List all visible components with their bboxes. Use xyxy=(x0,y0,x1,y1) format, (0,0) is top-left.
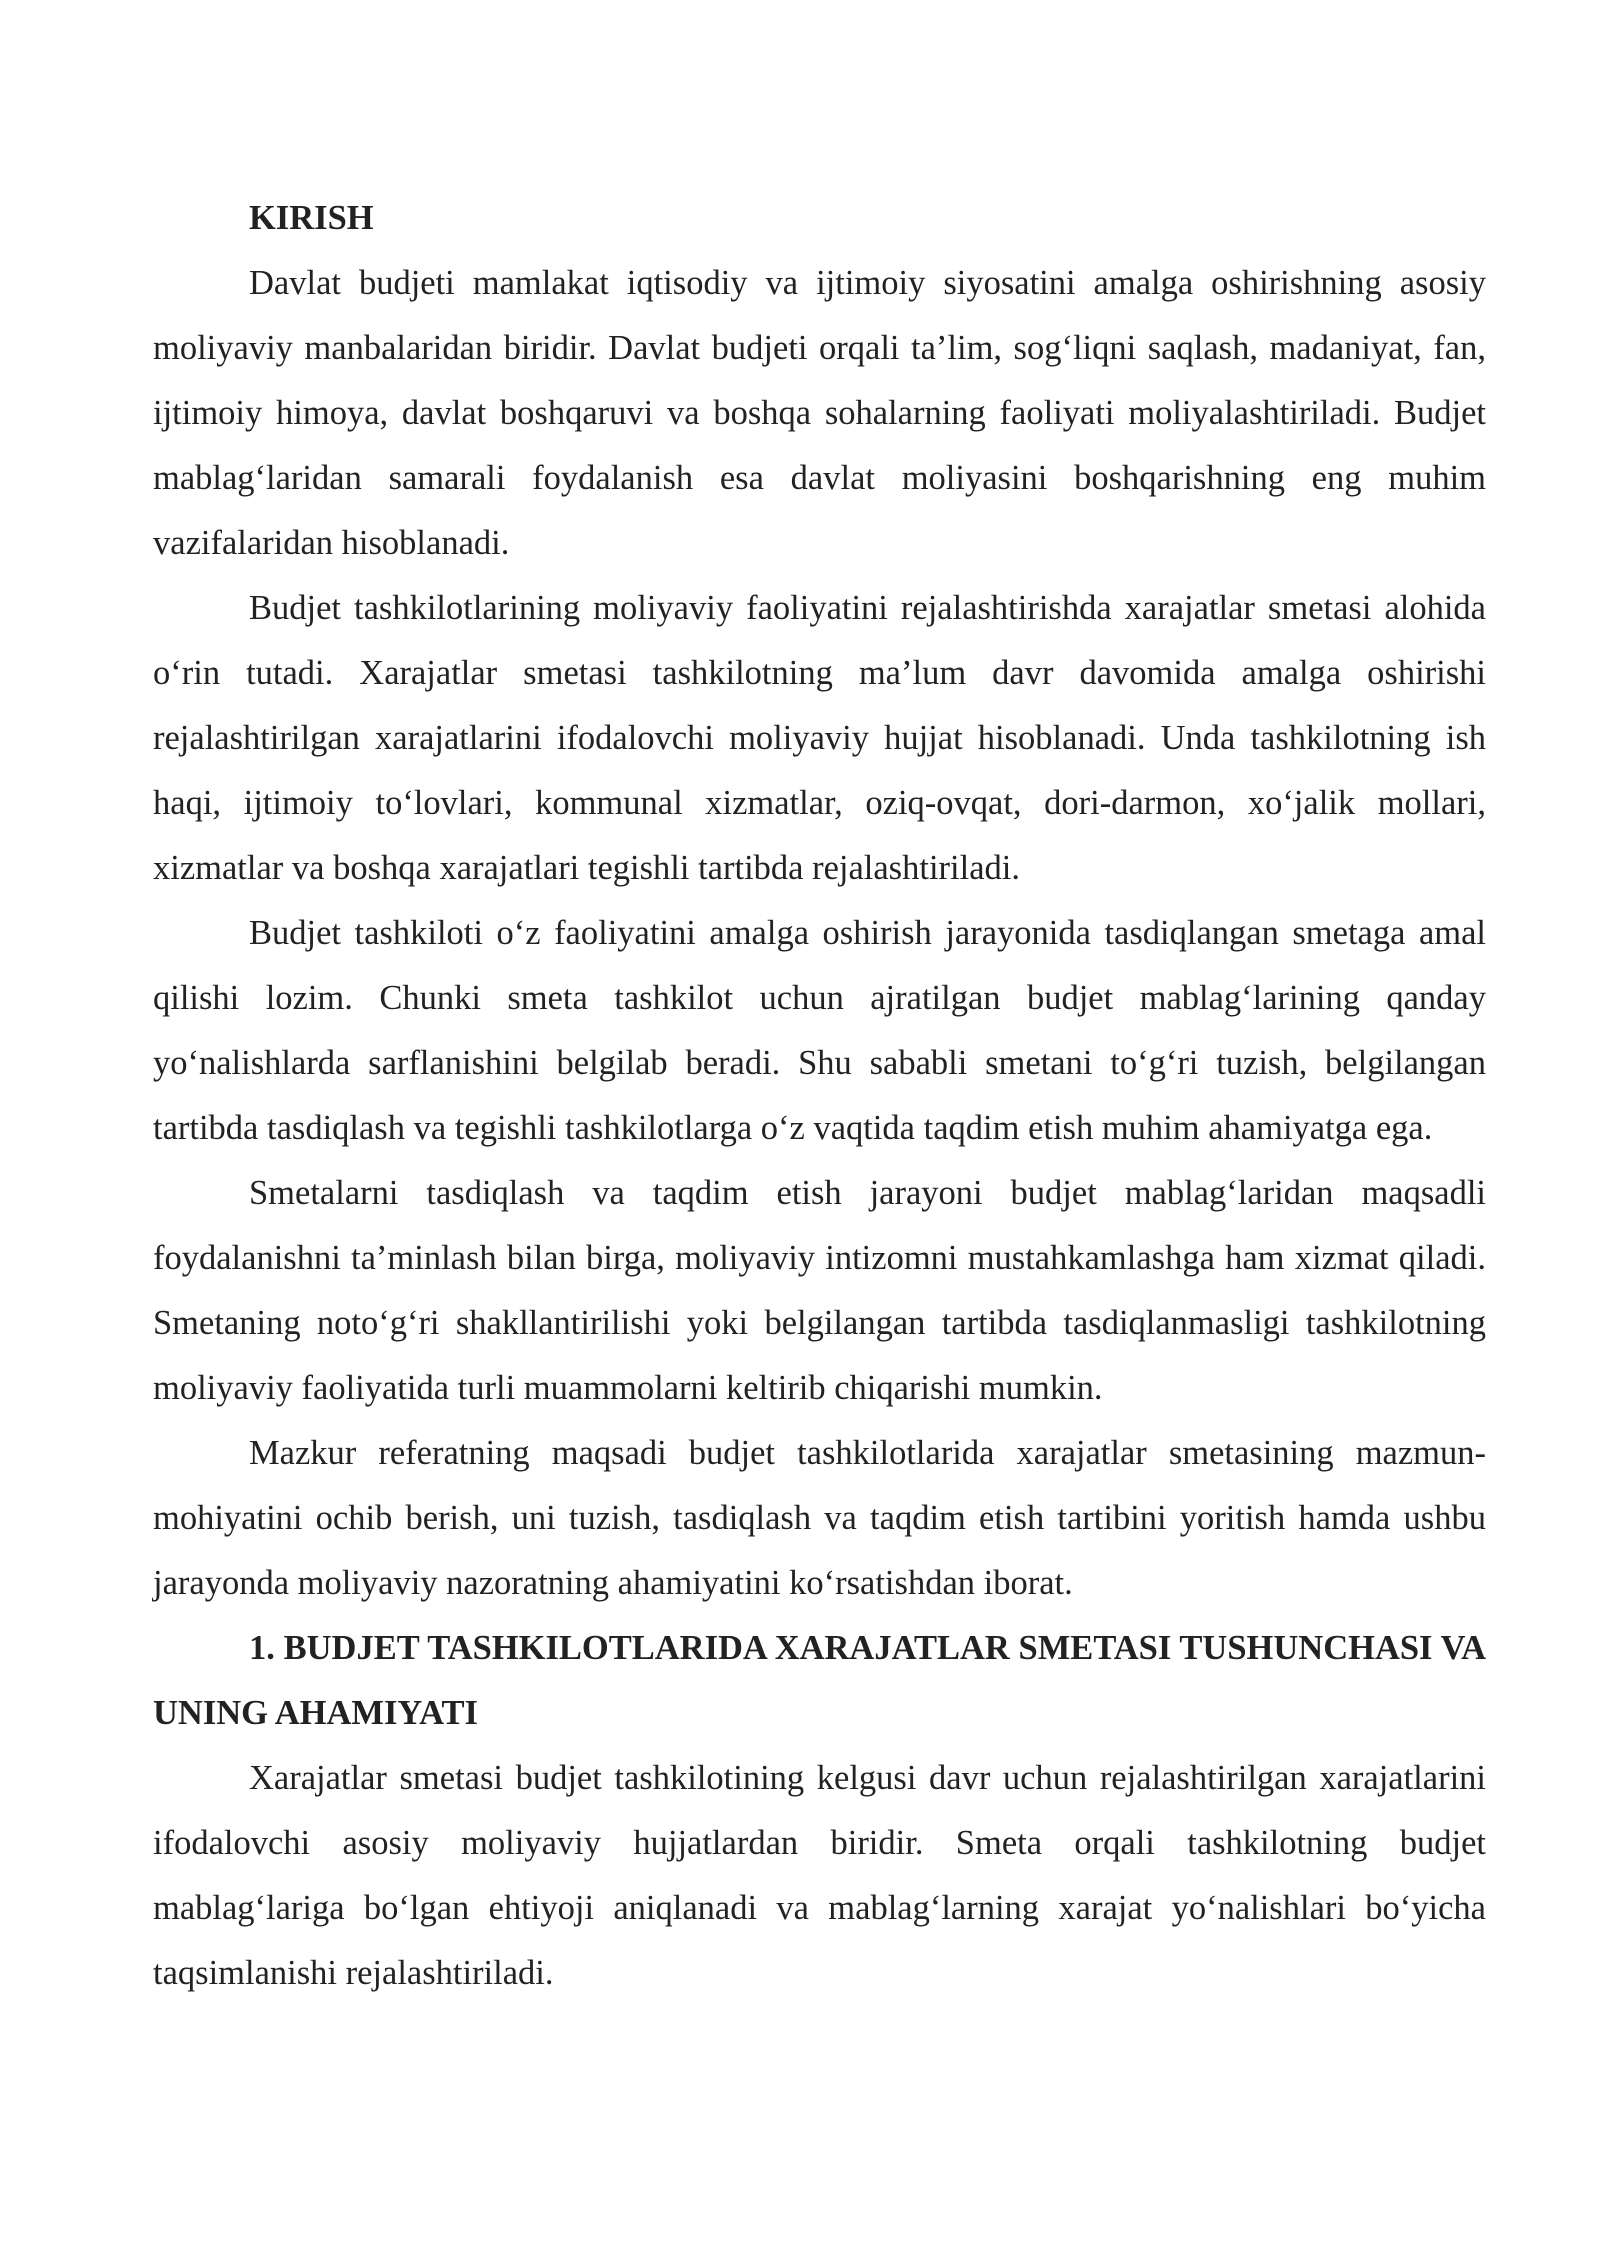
intro-paragraph-2: Budjet tashkilotlarining moliyaviy faoliyatini rejalashtirishda xarajatlar smetasi alohida o‘rin tutadi. Xarajatlar smetasi tashkilotning ma’lum davr davomida amalga oshirishi rejalashtirilgan xarajatlarini ifodalovchi moliyaviy hujjat hisoblanadi. Unda tashkilotning ish haqi, ijtimoiy to‘lovlari, kommunal xizmatlar, oziq-ovqat, dori-darmon, xo‘jalik mollari, xizmatlar va boshqa xarajatlari tegishli tartibda rejalashtiriladi. xyxy=(153,589,1486,887)
intro-paragraph-5: Mazkur referatning maqsadi budjet tashkilotlarida xarajatlar smetasining mazmun-mohiyatini ochib berish, uni tuzish, tasdiqlash va taqdim etish tartibini yoritish hamda ushbu jarayonda moliyaviy nazoratning ahamiyatini ko‘rsatishdan iborat. xyxy=(153,1434,1486,1602)
intro-paragraph-3: Budjet tashkiloti o‘z faoliyatini amalga oshirish jarayonida tasdiqlangan smetaga amal qilishi lozim. Chunki smeta tashkilot uchun ajratilgan budjet mablag‘larining qanday yo‘nalishlarda sarflanishini belgilab beradi. Shu sababli smetani to‘g‘ri tuzish, belgilangan tartibda tasdiqlash va tegishli tashkilotlarga o‘z vaqtida taqdim etish muhim ahamiyatga ega. xyxy=(153,914,1486,1147)
section-1-heading: 1. BUDJET TASHKILOTLARIDA XARAJATLAR SMETASI TUSHUNCHASI VA UNING AHAMIYATI xyxy=(153,1629,1486,1732)
document-page xyxy=(153,186,1486,2006)
intro-paragraph-1: Davlat budjeti mamlakat iqtisodiy va ijtimoiy siyosatini amalga oshirishning asosiy moliyaviy manbalaridan biridir. Davlat budjeti orqali ta’lim, sog‘liqni saqlash, madaniyat, fan, ijtimoiy himoya, davlat boshqaruvi va boshqa sohalarning faoliyati moliyalashtiriladi. Budjet mablag‘laridan samarali foydalanish esa davlat moliyasini boshqarishning eng muhim vazifalaridan hisoblanadi. xyxy=(153,264,1486,562)
section-1-paragraph-1: Xarajatlar smetasi budjet tashkilotining kelgusi davr uchun rejalashtirilgan xarajatlarini ifodalovchi asosiy moliyaviy hujjatlardan biridir. Smeta orqali tashkilotning budjet mablag‘lariga bo‘lgan ehtiyoji aniqlanadi va mablag‘larning xarajat yo‘nalishlari bo‘yicha taqsimlanishi rejalashtiriladi. xyxy=(153,1759,1486,1992)
intro-heading: KIRISH xyxy=(249,199,374,237)
intro-paragraph-4: Smetalarni tasdiqlash va taqdim etish jarayoni budjet mablag‘laridan maqsadli foydalanishni ta’minlash bilan birga, moliyaviy intizomni mustahkamlashga ham xizmat qiladi. Smetaning noto‘g‘ri shakllantirilishi yoki belgilangan tartibda tasdiqlanmasligi tashkilotning moliyaviy faoliyatida turli muammolarni keltirib chiqarishi mumkin. xyxy=(153,1174,1486,1407)
